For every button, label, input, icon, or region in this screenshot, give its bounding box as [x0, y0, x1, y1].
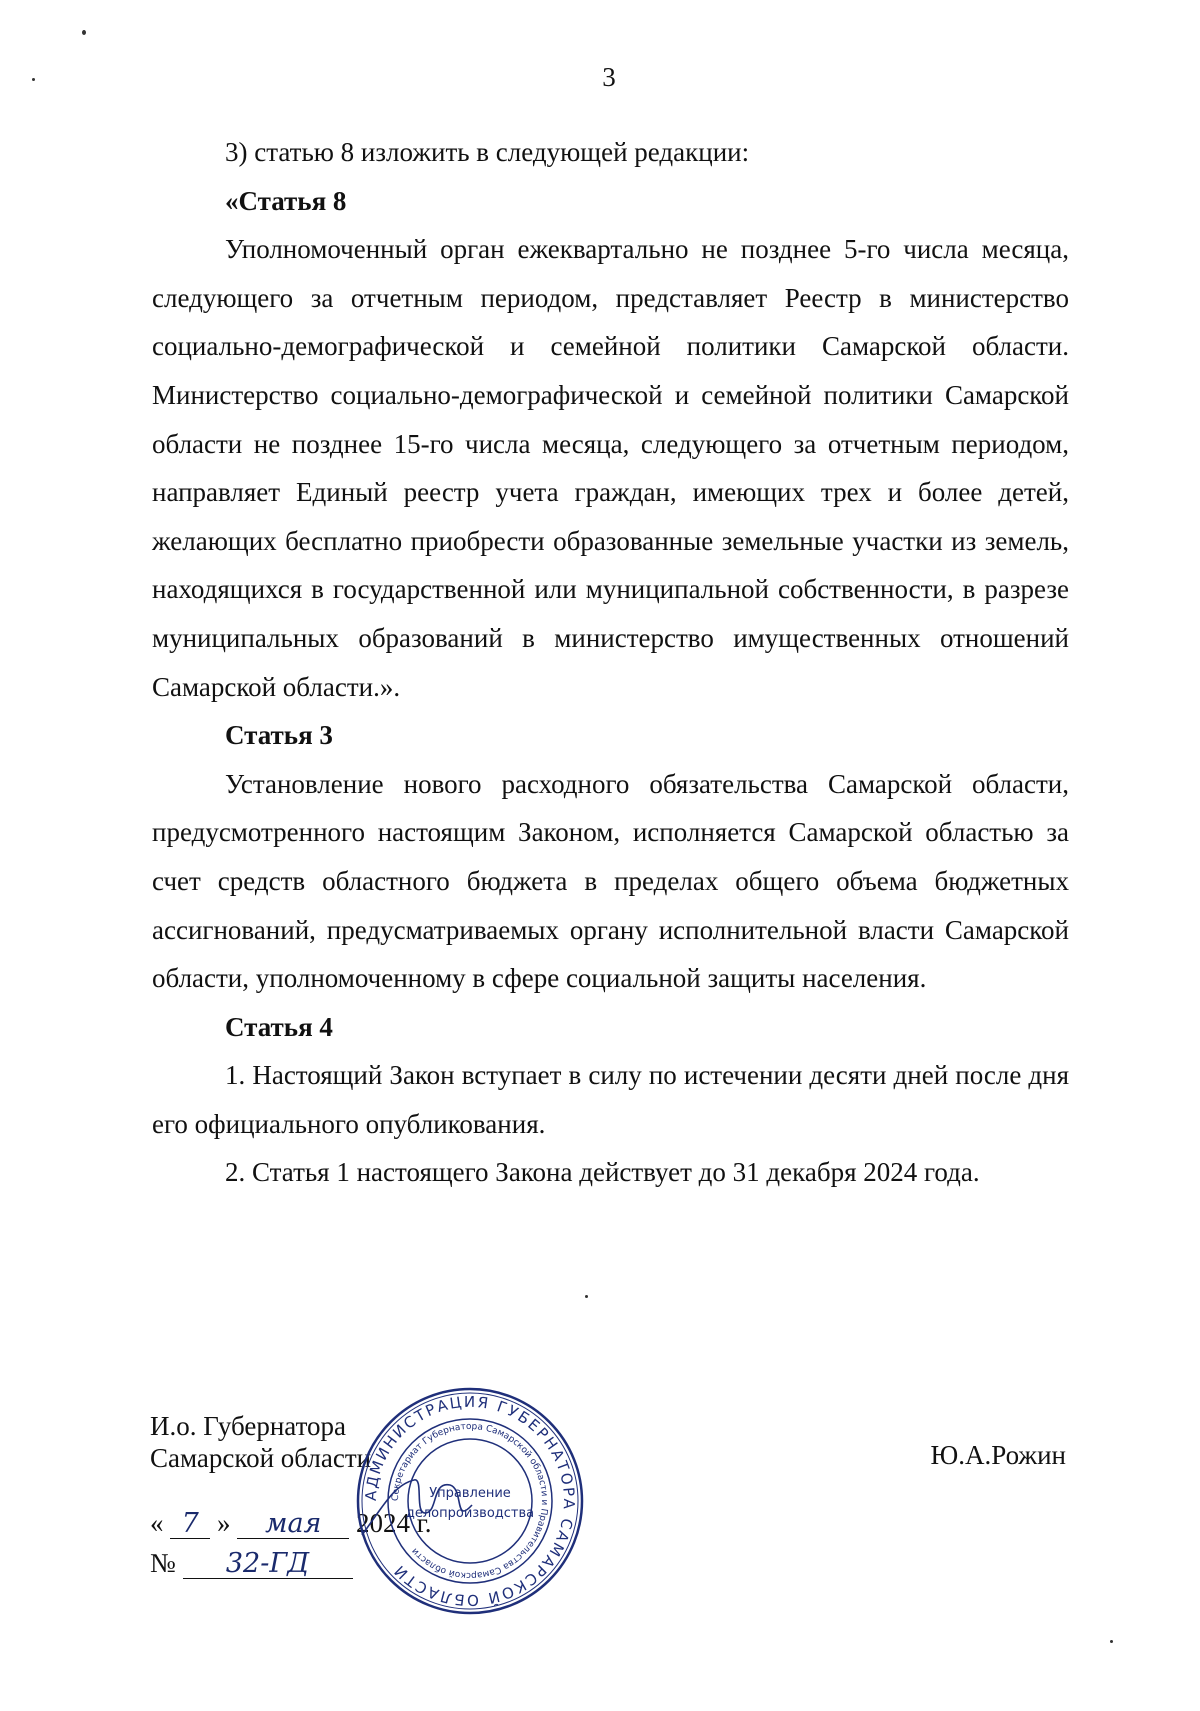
official-seal-stamp — [354, 1385, 586, 1617]
scan-speck — [1110, 1640, 1113, 1643]
date-open-quote: « — [150, 1508, 164, 1538]
stamp-center-line1: Управление — [429, 1486, 511, 1501]
signatory-position — [150, 1410, 371, 1474]
date-close-quote: » — [217, 1508, 231, 1538]
scan-speck — [585, 1295, 588, 1298]
article-4-clause-2: 2. Статья 1 настоящего Закона действует до 31 декабря 2024 года. — [225, 1157, 980, 1188]
stamp-inner-text: Секретариат Губернатора Самарской области и Правительства Самарской области — [390, 1421, 550, 1581]
signatory-position-line1: И.о. Губернатора — [150, 1411, 347, 1441]
date-month: мая — [237, 1510, 349, 1539]
date-year: 2024 г. — [356, 1508, 432, 1538]
stamp-center-line2: делопроизводства — [405, 1506, 535, 1521]
number-value: 32-ГД — [183, 1550, 353, 1579]
scan-speck — [82, 30, 86, 35]
signatory-position-line2: Самарской области — [150, 1443, 372, 1473]
article-8-heading: «Статья 8 — [225, 185, 347, 216]
article-3-text: Установление нового расходного обязательства Самарской области, предусмотренного настоящим Законом, исполняется Самарской областью за счет средств областного бюджета в пределах общего объема бюджетных ассигнований, предусматриваемых органу исполнительной власти Самарской области, уполномоченному в сфере социальной защиты населения. — [152, 768, 1069, 994]
document-body — [152, 128, 1069, 1197]
date-day: 7 — [170, 1510, 210, 1539]
number-label: № — [150, 1548, 176, 1578]
svg-text:Секретариат Губернатора Самарс — [391, 1422, 549, 1580]
scan-speck — [32, 78, 35, 81]
article-4-heading: Статья 4 — [225, 1011, 333, 1042]
stamp-outer-text: АДМИНИСТРАЦИЯ ГУБЕРНАТОРА САМАРСКОЙ ОБЛАСТИ — [361, 1392, 579, 1610]
law-number — [150, 1548, 353, 1579]
page-number: 3 — [602, 62, 616, 92]
article-4-clause-1: 1. Настоящий Закон вступает в силу по истечении десяти дней после дня его официального опубликования. — [152, 1060, 1069, 1139]
signatory-name: Ю.А.Рожин — [930, 1440, 1066, 1470]
article-3-heading: Статья 3 — [225, 720, 333, 751]
article-8-text: Уполномоченный орган ежеквартально не позднее 5-го числа месяца, следующего за отчетным периодом, представляет Реестр в министерство социально-демографической и семейной политики Самарской области. Министерство социально-демографической и семейной политики Самарской области не позднее 15-го числа месяца, следующего за отчетным периодом, направляет Единый реестр учета граждан, имеющих трех и более детей, желающих бесплатно приобрести образованные земельные участки из земель, находящихся в государственной или муниципальной собственности, в разрезе муниципальных образований в министерство имущественных отношений Самарской области.». — [152, 234, 1069, 702]
amendment-intro: 3) статью 8 изложить в следующей редакции: — [225, 137, 750, 167]
